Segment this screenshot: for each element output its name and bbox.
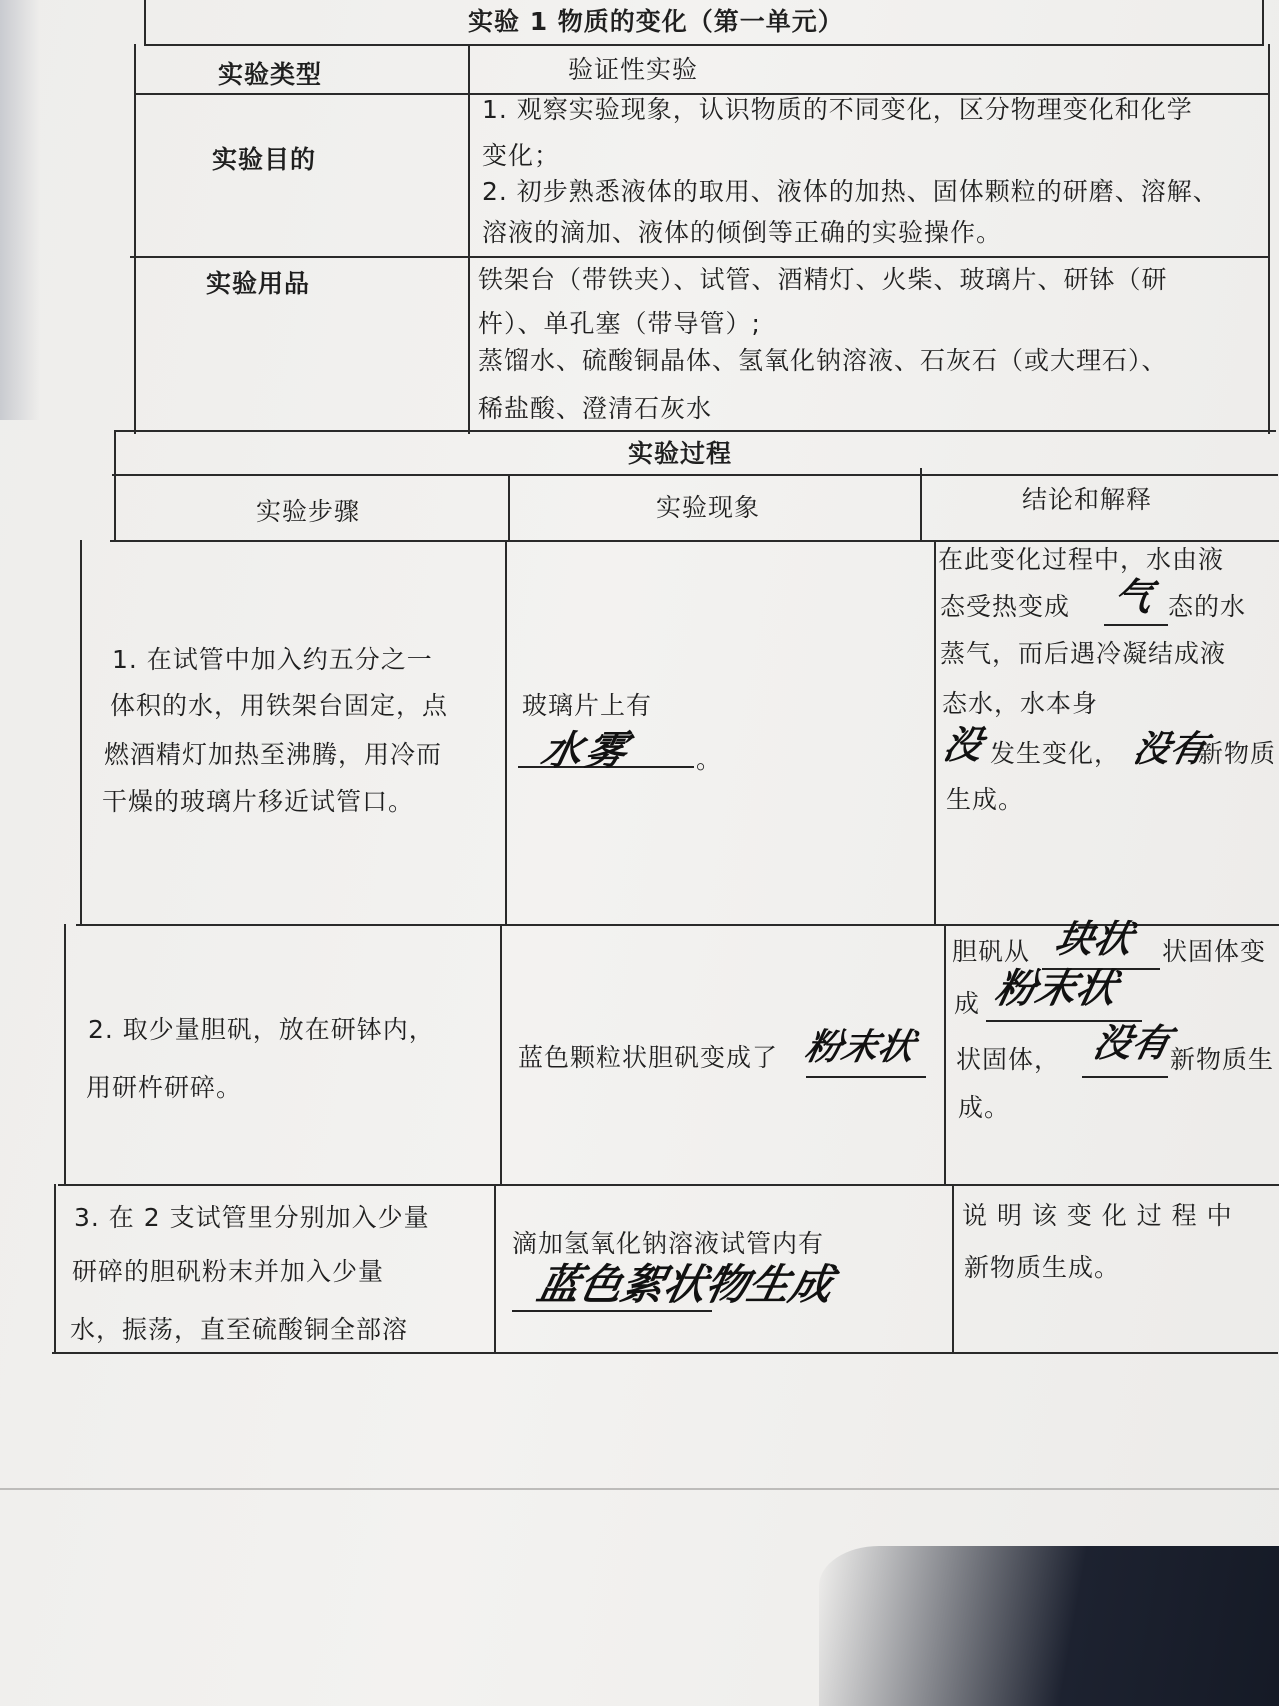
table-border [508, 474, 510, 540]
table-border [112, 474, 1278, 476]
step-line: 用研杵研碎。 [86, 1073, 243, 1102]
table-border [130, 256, 1270, 258]
step-line: 研碎的胆矾粉末并加入少量 [72, 1257, 385, 1286]
page-edge [0, 1488, 1279, 1490]
conclusion-line: 新物质生成。 [964, 1253, 1121, 1282]
conclusion-line: 新物质 [1198, 739, 1277, 768]
conclusion-line: 成 [954, 989, 981, 1018]
info-label-materials: 实验用品 [206, 269, 311, 298]
table-border [505, 540, 507, 925]
conclusion-line: 在此变化过程中，水由液 [938, 545, 1225, 574]
conclusion-line: 成。 [958, 1093, 1011, 1122]
materials-line: 铁架台（带铁夹）、试管、酒精灯、火柴、玻璃片、研钵（研 [478, 265, 1168, 294]
handwritten-answer: 水雾 [537, 727, 636, 774]
handwritten-answer: 蓝色絮状物生成 [532, 1260, 838, 1309]
table-border [1268, 44, 1270, 434]
background-object [819, 1546, 1279, 1706]
table-border [64, 924, 66, 1186]
handwritten-answer: 粉末状 [801, 1026, 919, 1068]
table-border [1262, 0, 1264, 44]
handwritten-answer: 没 [939, 722, 987, 767]
table-border [80, 540, 82, 925]
step-line: 水，振荡，直至硫酸铜全部溶 [70, 1315, 409, 1344]
purpose-line: 溶液的滴加、液体的倾倒等正确的实验操作。 [482, 218, 1003, 247]
conclusion-line: 态水，水本身 [942, 689, 1099, 718]
conclusion-line: 状固体变 [1162, 937, 1267, 966]
step-line: 2. 取少量胆矾，放在研钵内， [88, 1015, 435, 1044]
purpose-line: 2. 初步熟悉液体的取用、液体的加热、固体颗粒的研磨、溶解、 [482, 177, 1219, 206]
table-border [468, 44, 470, 434]
phenomenon-text: 蓝色颗粒状胆矾变成了 [518, 1043, 779, 1072]
worksheet-title: 实验 1 物质的变化（第一单元） [468, 7, 844, 36]
conclusion-line: 态的水 [1168, 592, 1247, 621]
table-border [944, 924, 946, 1186]
phenomenon-text: 。 [696, 745, 723, 774]
answer-blank [806, 1076, 926, 1078]
answer-blank [1104, 624, 1168, 626]
table-border [494, 1184, 496, 1354]
step-line: 燃酒精灯加热至沸腾，用冷而 [104, 740, 443, 769]
table-border [934, 540, 936, 925]
handwritten-answer: 块状 [1051, 916, 1137, 961]
conclusion-line: 说 明 该 变 化 过 程 中 [962, 1201, 1233, 1230]
answer-blank [512, 1310, 712, 1312]
table-border [52, 1352, 1278, 1354]
table-border [58, 1184, 1279, 1186]
info-label-type: 实验类型 [218, 60, 323, 89]
phenomenon-text: 玻璃片上有 [522, 691, 653, 720]
materials-line: 稀盐酸、澄清石灰水 [478, 394, 713, 423]
step-line: 体积的水，用铁架台固定，点 [110, 691, 449, 720]
table-border [144, 44, 1264, 46]
conclusion-line: 态受热变成 [940, 592, 1071, 621]
purpose-line: 变化； [482, 141, 561, 170]
info-label-purpose: 实验目的 [212, 145, 317, 174]
handwritten-answer: 没有 [1089, 1020, 1175, 1065]
column-header-step: 实验步骤 [256, 497, 361, 526]
info-value-type: 验证性实验 [568, 55, 699, 84]
column-header-phenomenon: 实验现象 [656, 493, 761, 522]
materials-line: 杵）、单孔塞（带导管）; [478, 309, 761, 338]
page-shadow [0, 0, 40, 420]
conclusion-line: 蒸气，而后遇冷凝结成液 [940, 639, 1227, 668]
step-line: 1. 在试管中加入约五分之一 [112, 645, 433, 674]
table-border [952, 1184, 954, 1354]
materials-line: 蒸馏水、硫酸铜晶体、氢氧化钠溶液、石灰石（或大理石）、 [478, 346, 1168, 375]
conclusion-line: 状固体， [956, 1045, 1061, 1074]
table-border [114, 430, 116, 540]
phenomenon-text: 滴加氢氧化钠溶液试管内有 [512, 1229, 825, 1258]
step-line: 3. 在 2 支试管里分别加入少量 [74, 1203, 430, 1232]
purpose-line: 1. 观察实验现象，认识物质的不同变化，区分物理变化和化学 [482, 95, 1193, 124]
conclusion-line: 生成。 [946, 785, 1025, 814]
table-border [920, 468, 922, 540]
handwritten-answer: 没有 [1129, 728, 1211, 770]
handwritten-answer: 气 [1109, 574, 1157, 619]
conclusion-line: 新物质生 [1170, 1045, 1275, 1074]
table-border [500, 924, 502, 1186]
conclusion-line: 胆矾从 [952, 937, 1031, 966]
column-header-conclusion: 结论和解释 [1022, 485, 1153, 514]
handwritten-answer: 粉末状 [991, 965, 1122, 1012]
answer-blank [1082, 1076, 1168, 1078]
step-line: 干燥的玻璃片移近试管口。 [102, 787, 415, 816]
table-border [116, 430, 1276, 432]
process-title: 实验过程 [628, 439, 733, 468]
table-border [134, 44, 136, 434]
table-border [144, 0, 146, 44]
table-border [54, 1184, 56, 1354]
conclusion-line: 发生变化， [990, 739, 1121, 768]
